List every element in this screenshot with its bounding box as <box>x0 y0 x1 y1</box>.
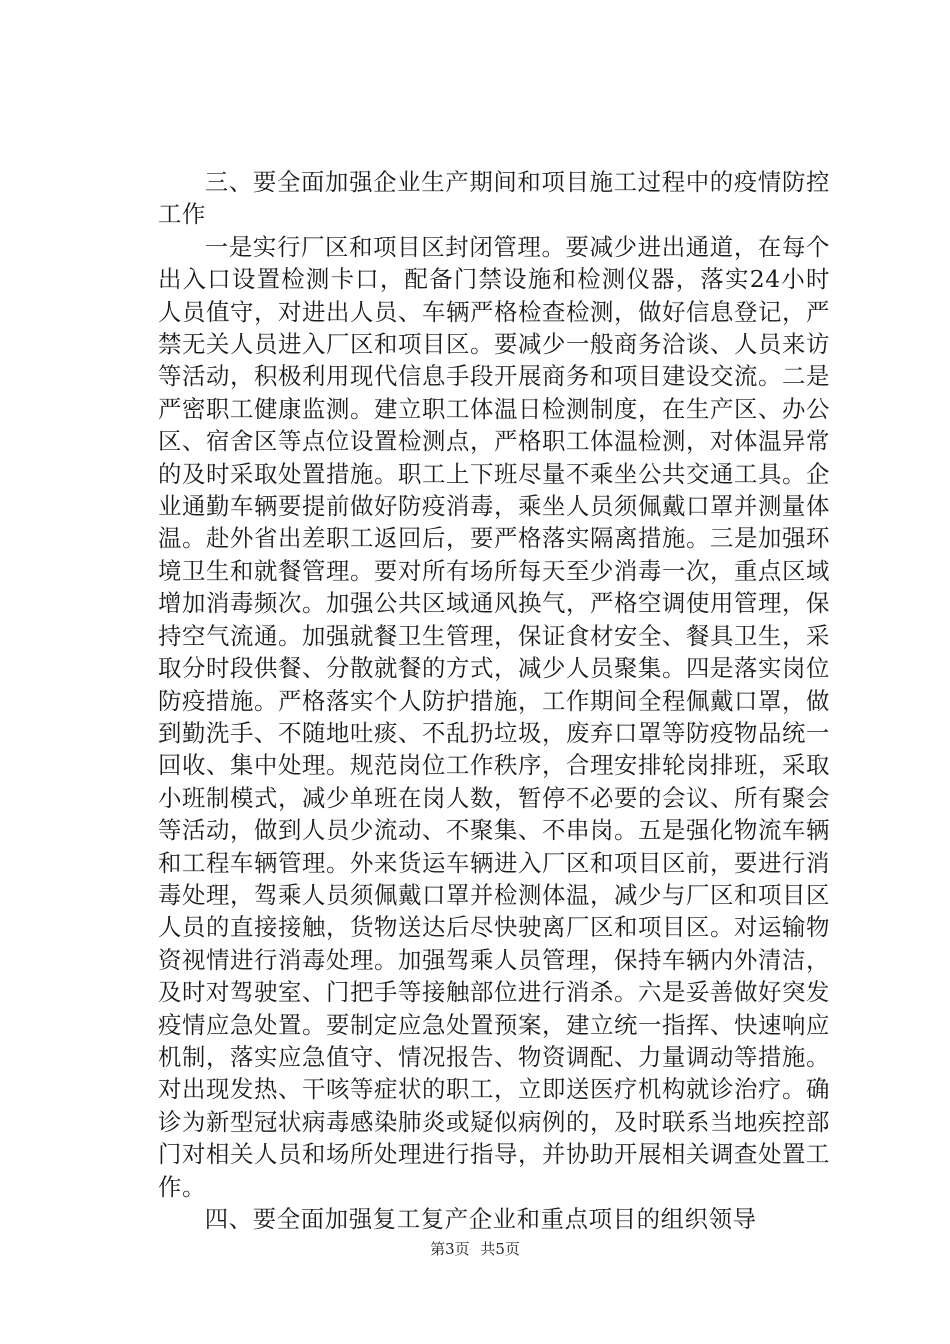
body-paragraph: 一是实行厂区和项目区封闭管理。要减少进出通道，在每个出入口设置检测卡口，配备门禁设施和检测仪器，落实24小时人员值守，对进出人员、车辆严格检查检测，做好信息登记，严禁无关人员进入厂区和项目区。要减少一般商务洽谈、人员来访等活动，积极利用现代信息手段开展商务和项目建设交流。二是严密职工健康监测。建立职工体温日检测制度，在生产区、办公区、宿舍区等点位设置检测点，严格职工体温检测，对体温异常的及时采取处置措施。职工上下班尽量不乘坐公共交通工具。企业通勤车辆要提前做好防疫消毒，乘坐人员须佩戴口罩并测量体温。赴外省出差职工返回后，要严格落实隔离措施。三是加强环境卫生和就餐管理。要对所有场所每天至少消毒一次，重点区域增加消毒频次。加强公共区域通风换气，严格空调使用管理，保持空气流通。加强就餐卫生管理，保证食材安全、餐具卫生，采取分时段供餐、分散就餐的方式，减少人员聚集。四是落实岗位防疫措施。严格落实个人防护措施，工作期间全程佩戴口罩，做到勤洗手、不随地吐痰、不乱扔垃圾，废弃口罩等防疫物品统一回收、集中处理。规范岗位工作秩序，合理安排轮岗排班，采取小班制模式，减少单班在岗人数，暂停不必要的会议、所有聚会等活动，做到人员少流动、不聚集、不串岗。五是强化物流车辆和工程车辆管理。外来货运车辆进入厂区和项目区前，要进行消毒处理，驾乘人员须佩戴口罩并检测体温，减少与厂区和项目区人员的直接接触，货物送达后尽快驶离厂区和项目区。对运输物资视情进行消毒处理。加强驾乘人员管理，保持车辆内外清洁，及时对驾驶室、门把手等接触部位进行消杀。六是妥善做好突发疫情应急处置。要制定应急处置预案，建立统一指挥、快速响应机制，落实应急值守、情况报告、物资调配、力量调动等措施。对出现发热、干咳等症状的职工，立即送医疗机构就诊治疗。确诊为新型冠状病毒感染肺炎或疑似病例的，及时联系当地疾控部门对相关人员和场所处理进行指导，并协助开展相关调查处置工作。 <box>158 232 830 1201</box>
section-heading-3: 三、要全面加强企业生产期间和项目施工过程中的疫情防控工作 <box>158 168 830 229</box>
section-heading-4: 四、要全面加强复工复产企业和重点项目的组织领导 <box>204 1205 757 1233</box>
page-total: 共5页 <box>480 1240 520 1258</box>
page-number: 第3页 <box>430 1240 470 1258</box>
page-footer <box>0 1239 950 1259</box>
document-body <box>158 166 830 1235</box>
